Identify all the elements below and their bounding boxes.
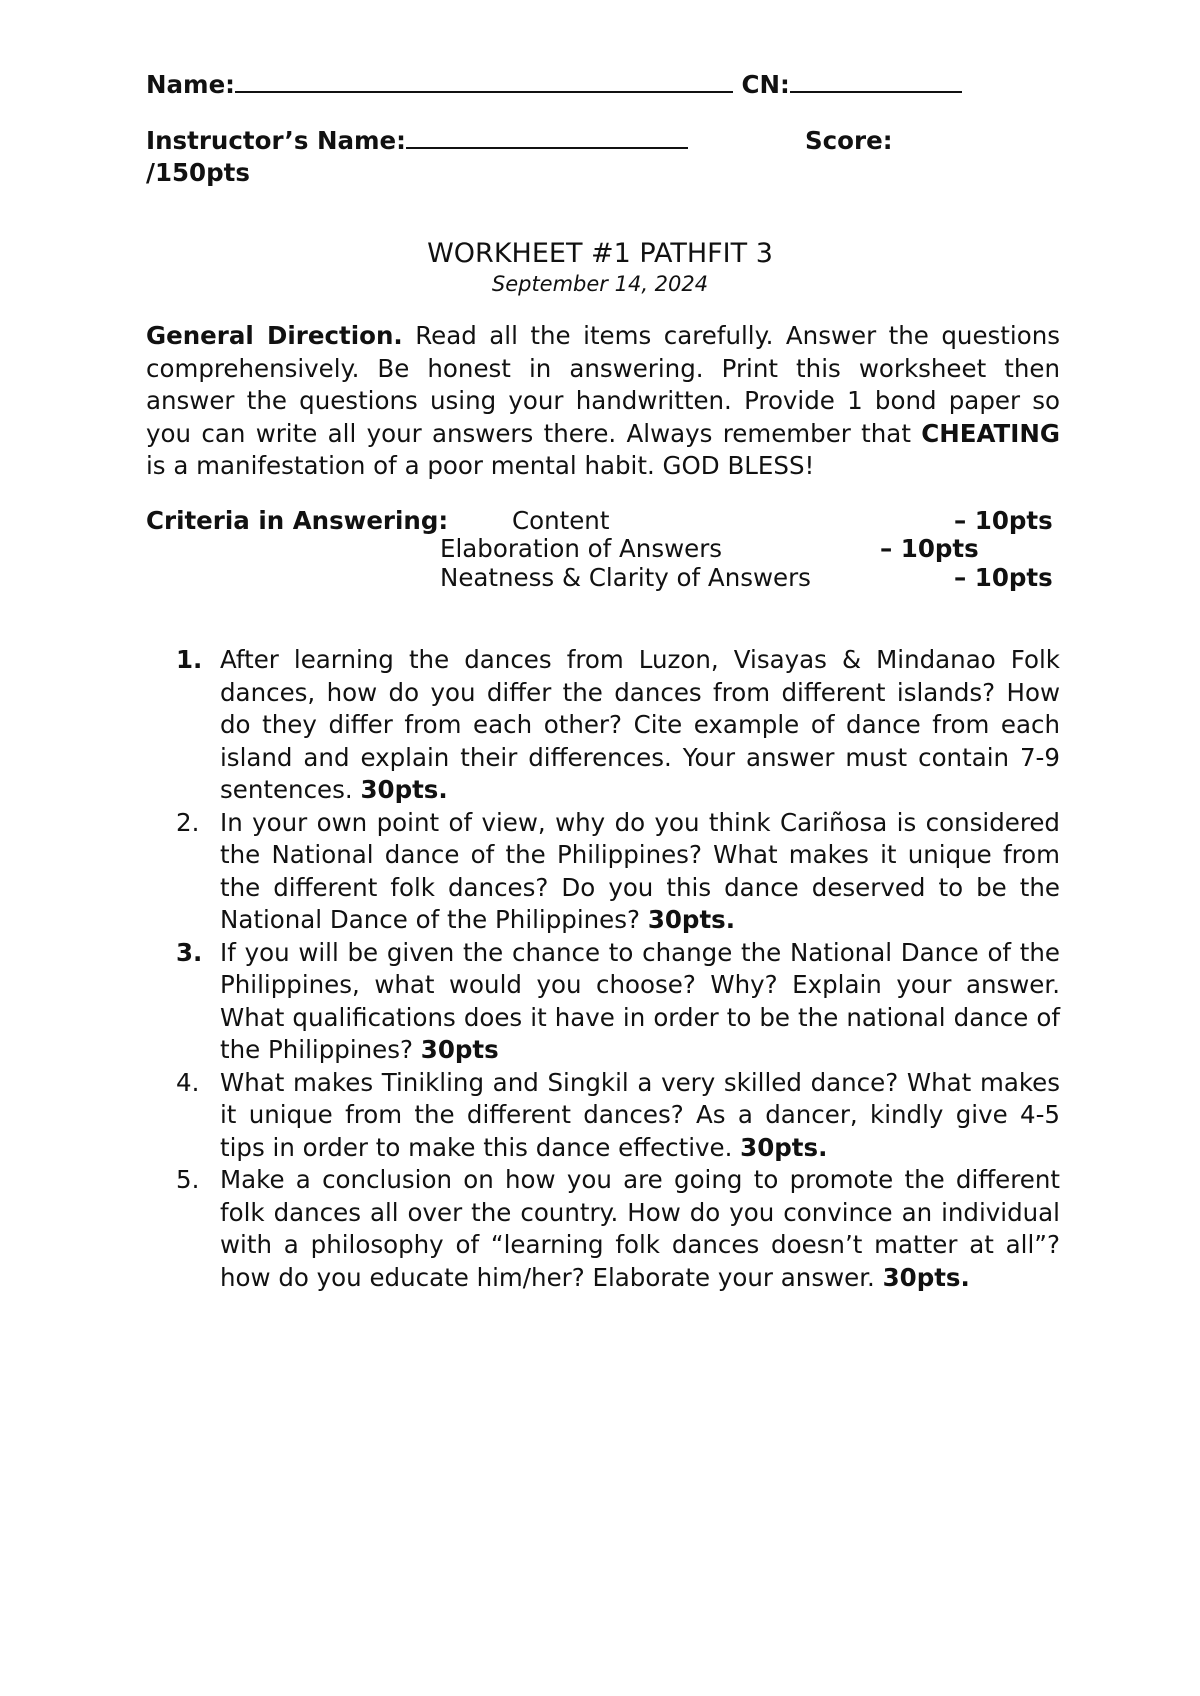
question-text: In your own point of view, why do you think Cariñosa is considered the National dance of the Philippines? What makes it unique from the different folk dances? Do you this dance deserved to be the National Dance of the Philippines? [220, 807, 1060, 934]
question-text: Make a conclusion on how you are going to promote the different folk dances all over the country. How do you convince an individual with a philosophy of “learning folk dances doesn’t matter at all”? how do you educate him/her? Elaborate your answer. [220, 1165, 1060, 1292]
question-item [176, 937, 1060, 1067]
question-points: 30pts [420, 1035, 499, 1064]
criteria-item-neatness: Neatness & Clarity of Answers [440, 563, 811, 592]
general-direction [146, 320, 1060, 483]
criteria-points-neatness: – 10pts [954, 563, 1053, 592]
score-total: /150pts [146, 158, 250, 187]
direction-text-2: is a manifestation of a poor mental habit. GOD BLESS! [146, 451, 815, 480]
question-number: 2. [176, 807, 200, 837]
question-points: 30pts. [740, 1132, 828, 1162]
question-points: 30pts. [882, 1262, 970, 1292]
question-text: If you will be given the chance to change the National Dance of the Philippines, what would you choose? Why? Explain your answer. What qualifications does it have in order to be the national dance of the Philippines? [220, 937, 1060, 1064]
question-text: What makes Tinikling and Singkil a very skilled dance? What makes it unique from the different dances? As a dancer, kindly give 4-5 tips in order to make this dance effective. [220, 1067, 1060, 1162]
direction-text-1: Read all the items carefully. Answer the questions comprehensively. Be honest in answering. Print this worksheet then answer the questions using your handwritten. Provide 1 bond paper so you can write all your answers there. Always remember that [146, 321, 1060, 448]
name-field[interactable] [146, 70, 962, 99]
instructor-underline [406, 129, 688, 149]
instructor-field[interactable] [146, 126, 688, 155]
page-title: WORKHEET #1 PATHFIT 3 [427, 238, 773, 269]
instructor-label: Instructor’s Name: [146, 126, 406, 155]
question-item [176, 1067, 1060, 1165]
worksheet-date: September 14, 2024 [491, 272, 709, 296]
question-number: 5. [176, 1165, 200, 1194]
criteria-item-elaboration: Elaboration of Answers [440, 534, 723, 563]
cn-underline [790, 73, 962, 93]
question-item [176, 644, 1060, 807]
question-item [176, 1164, 1060, 1294]
criteria-label: Criteria in Answering: [146, 506, 449, 535]
question-points: 30pts. [360, 775, 448, 804]
question-points: 30pts. [647, 905, 736, 934]
question-number: 1. [176, 645, 203, 674]
question-item [176, 807, 1060, 937]
criteria-points-elaboration: – 10pts [880, 534, 979, 563]
name-underline [235, 73, 733, 93]
direction-label: General Direction. [146, 321, 403, 350]
criteria-item-content: Content [512, 506, 610, 535]
direction-emphasis: CHEATING [921, 418, 1060, 448]
cn-label: CN: [741, 70, 790, 99]
question-text: After learning the dances from Luzon, Visayas & Mindanao Folk dances, how do you differ the dances from different islands? How do they differ from each other? Cite example of dance from each island and explain their differences. Your answer must contain 7-9 sentences. [220, 645, 1060, 804]
score-label: Score: [805, 126, 893, 155]
question-number: 4. [176, 1067, 200, 1097]
question-list [176, 644, 1060, 1294]
name-label: Name: [146, 70, 235, 99]
question-number: 3. [176, 937, 203, 967]
criteria-points-content: – 10pts [954, 506, 1053, 535]
